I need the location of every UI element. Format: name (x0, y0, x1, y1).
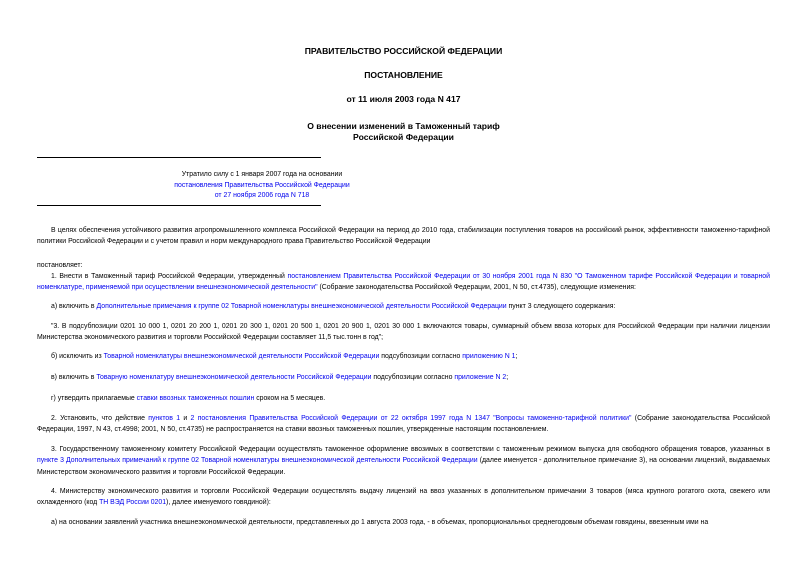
paragraph-1 (37, 271, 770, 294)
paragraph-3-text-end: (далее именуется - дополнительное примечание 3), на основании лицензий, выдаваемых Министерством экономического развития и торговли Российской Федерации. (37, 457, 770, 476)
paragraph-1v-text-mid: подсубпозиции согласно (371, 374, 455, 381)
paragraph-2-text-end: (Собрание законодательства Российской Федерации, 1997, N 43, ст.4998; 2001, N 50, ст.4735) не распространяется на ставки ввозных таможенных пошлин, утвержденные настоящим постановлением. (37, 415, 770, 434)
divider-bottom (37, 205, 321, 206)
paragraph-4a-text: а) на основании заявлений участника внешнеэкономической деятельности, представленных до 1 августа 2003 года, - в объемах, пропорциональных среднегодовым объемам говядины, ввезенным ими на (51, 519, 709, 526)
postanovlyaet-paragraph (37, 260, 770, 271)
paragraph-1-text-end: (Собрание законодательства Российской Федерации, 2001, N 50, ст.4735), следующие изменения: (317, 284, 636, 292)
paragraph-1g (37, 393, 770, 404)
paragraph-3 (37, 444, 770, 478)
intro-paragraph (37, 225, 770, 248)
postanovlyaet-text: постановляет: (37, 262, 83, 269)
paragraph-1b (37, 351, 770, 362)
decree-1347-link[interactable]: 2 постановления Правительства Российской Федерации от 22 октября 1997 года N 1347 "Вопросы таможенно-тарифной политики" (190, 415, 632, 422)
status-note (37, 170, 487, 202)
paragraph-4 (37, 486, 770, 509)
paragraph-1b-text-mid: подсубпозиции согласно (379, 353, 463, 360)
paragraph-1v-text: в) включить в (51, 374, 97, 381)
paragraph-2-text: 2. Установить, что действие (51, 415, 149, 422)
divider-top (37, 157, 321, 158)
paragraph-1-text: 1. Внести в Таможенный тариф Российской Федерации, утвержденный (51, 273, 288, 280)
commodity-nomenclature-link[interactable]: Товарной номенклатуры внешнеэкономической деятельности Российской Федерации (103, 353, 380, 360)
paragraph-4-text-end: ), далее именуемого говядиной): (166, 499, 271, 507)
paragraph-1a-text-end: пункт 3 следующего содержания: (506, 303, 616, 310)
paragraph-1v-text-end: ; (506, 374, 509, 381)
point-3-link[interactable]: пункте 3 (37, 457, 64, 465)
quoted-note-3-text: "3. В подсубпозиции 0201 10 000 1, 0201 20 200 1, 0201 20 300 1, 0201 20 500 1, 0201 20 900 1, 0201 30 000 1 включаются товары, суммарный объем ввоза которых для Российской Федерации при наличии лицензии Министерства экономического развития и торговли Российской Федерации составляет 11,5 тыс.тонн в год"; (37, 323, 770, 342)
paragraph-1b-text: б) исключить из (51, 353, 104, 360)
duty-rates-link[interactable]: ставки ввозных таможенных пошлин (136, 395, 255, 402)
appendix-2-link[interactable]: приложение N 2 (454, 374, 507, 381)
quoted-note-3 (37, 321, 770, 344)
document-title-line-1: О внесении изменений в Таможенный тариф (307, 121, 500, 131)
status-note-line: Утратило силу с 1 января 2007 года на основании (181, 171, 343, 178)
additional-notes-link[interactable]: Дополнительные примечания к группе 02 Товарной номенклатуры внешнеэкономической деятельности Российской Федерации (96, 303, 507, 310)
document-date: от 11 июля 2003 года N 417 (346, 94, 461, 104)
paragraph-2 (37, 413, 770, 436)
paragraph-1b-text-end: ; (515, 353, 518, 360)
paragraph-1a (37, 301, 770, 312)
points-1-link[interactable]: пунктов 1 (148, 415, 181, 422)
paragraph-4a (37, 517, 770, 528)
paragraph-1g-text: г) утвердить прилагаемые (51, 395, 137, 402)
paragraph-2-text-and: и (180, 415, 191, 422)
government-heading: ПРАВИТЕЛЬСТВО РОССИЙСКОЙ ФЕДЕРАЦИИ (304, 46, 503, 56)
commodity-nomenclature-link-2[interactable]: Товарную номенклатуру внешнеэкономической деятельности Российской Федерации (96, 374, 372, 381)
intro-text: В целях обеспечения устойчивого развития агропромышленного комплекса Российской Федерации на период до 2010 года, стабилизации поступления товаров на российский рынок, эффективности таможенно-тарифной политики Российской Федерации и с учетом правил и норм международного права Правительство Российской Федерации (37, 227, 770, 246)
tn-ved-code-link[interactable]: ТН ВЭД России 0201 (99, 499, 167, 507)
document-type: ПОСТАНОВЛЕНИЕ (364, 70, 443, 80)
customs-tariff-decree-link[interactable]: постановлением Правительства Российской Федерации от 30 ноября 2001 года N 830 "О Таможенном тарифе Российской Федерации и товарной номенклатуре, применяемой при осуществлении внешнеэкономической деятельности" (37, 273, 770, 292)
repeal-document-link[interactable]: постановления Правительства Российской Федерации (174, 181, 350, 189)
paragraph-3-text: 3. Государственному таможенному комитету Российской Федерации осуществлять таможенное оформление ввозимых в соответствии с таможенным режимом выпуска для свободного обращения товаров, указанных в (51, 446, 770, 453)
additional-notes-link-2[interactable]: Дополнительных примечаний к группе 02 Товарной номенклатуры внешнеэкономической деятельности Российской Федерации (66, 457, 478, 465)
paragraph-1v (37, 372, 770, 383)
paragraph-1g-text-end: сроком на 5 месяцев. (254, 395, 326, 402)
appendix-1-link[interactable]: приложению N 1 (462, 353, 516, 360)
paragraph-1a-text: а) включить в (51, 303, 97, 310)
repeal-document-date-link[interactable]: от 27 ноября 2006 года N 718 (214, 192, 310, 199)
document-title-line-2: Российской Федерации (353, 132, 454, 142)
paragraph-4-text: 4. Министерству экономического развития и торговли Российской Федерации осуществлять выдачу лицензий на ввоз указанных в дополнительном примечании 3 товаров (мяса крупного рогатого скота, свежего или охлажденного (код (37, 488, 770, 507)
